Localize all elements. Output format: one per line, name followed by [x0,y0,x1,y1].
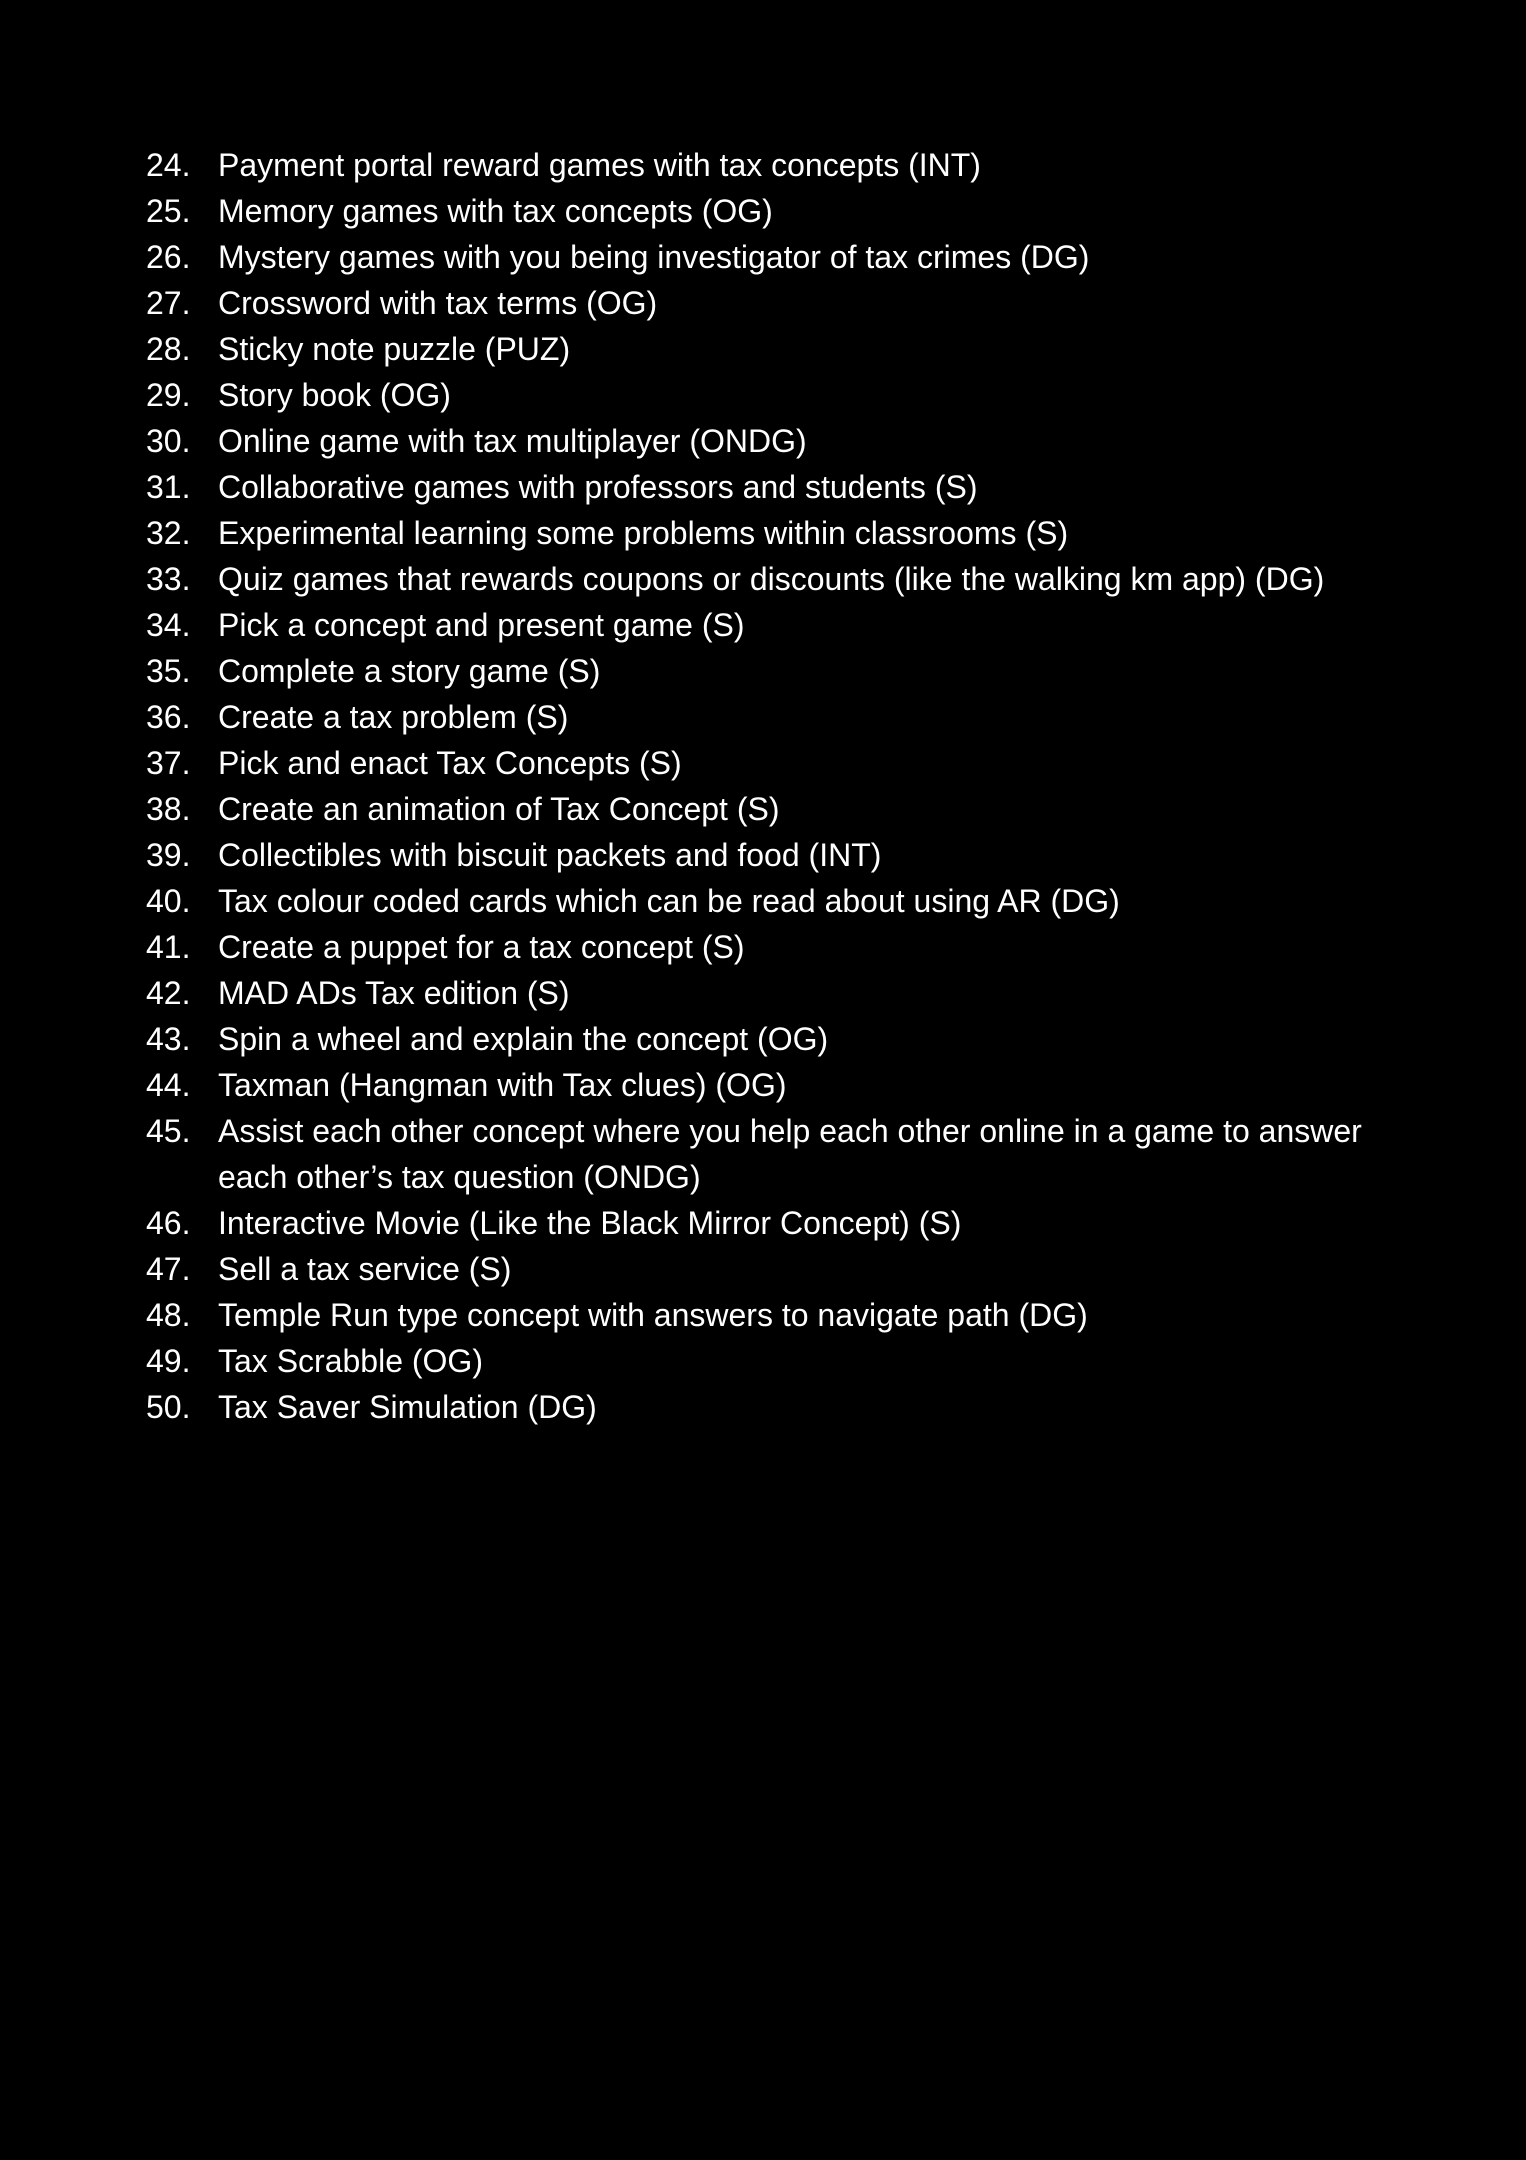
list-item-text: Tax Scrabble (OG) [218,1343,483,1379]
list-item-number: 50. [146,1389,191,1425]
list-item-text: Sell a tax service (S) [218,1251,512,1287]
list-item [146,924,1396,970]
list-item-text: Tax Saver Simulation (DG) [218,1389,597,1425]
list-item-number: 40. [146,883,191,919]
list-item-number: 39. [146,837,191,873]
list-item-number: 27. [146,285,191,321]
list-item-text: Crossword with tax terms (OG) [218,285,658,321]
list-item-text: Taxman (Hangman with Tax clues) (OG) [218,1067,787,1103]
list-item-number: 32. [146,515,191,551]
list-item [146,234,1396,280]
list-item-text: Mystery games with you being investigator of tax crimes (DG) [218,239,1090,275]
list-item [146,648,1396,694]
list-item [146,464,1396,510]
list-item [146,878,1396,924]
list-item-number: 45. [146,1113,191,1149]
list-item-number: 26. [146,239,191,275]
list-item-number: 29. [146,377,191,413]
list-item [146,280,1396,326]
list-item-text: Online game with tax multiplayer (ONDG) [218,423,807,459]
list-item-number: 30. [146,423,191,459]
list-item [146,372,1396,418]
list-item [146,832,1396,878]
list-item-text: Interactive Movie (Like the Black Mirror Concept) (S) [218,1205,962,1241]
list-item [146,1108,1396,1200]
list-item-text: Create a tax problem (S) [218,699,569,735]
list-item-text: Payment portal reward games with tax concepts (INT) [218,147,981,183]
list-item-text: Create an animation of Tax Concept (S) [218,791,780,827]
list-item [146,1292,1396,1338]
list-item [146,510,1396,556]
list-item-text: MAD ADs Tax edition (S) [218,975,570,1011]
list-item-text: Quiz games that rewards coupons or discounts (like the walking km app) (DG) [218,561,1325,597]
list-item [146,1338,1396,1384]
list-item [146,740,1396,786]
list-item [146,694,1396,740]
list-item-text: Collaborative games with professors and students (S) [218,469,978,505]
list-item [146,1384,1396,1430]
list-item-number: 28. [146,331,191,367]
list-item-number: 24. [146,147,191,183]
list-item-number: 35. [146,653,191,689]
list-item-text: Tax colour coded cards which can be read about using AR (DG) [218,883,1120,919]
list-item [146,786,1396,832]
numbered-list [146,142,1396,1430]
list-item [146,188,1396,234]
list-item-text: Create a puppet for a tax concept (S) [218,929,745,965]
list-item-number: 44. [146,1067,191,1103]
list-item-number: 38. [146,791,191,827]
list-item-text: Sticky note puzzle (PUZ) [218,331,571,367]
list-item-number: 42. [146,975,191,1011]
list-item-text: Memory games with tax concepts (OG) [218,193,773,229]
list-item-number: 33. [146,561,191,597]
list-item-number: 37. [146,745,191,781]
list-item [146,1062,1396,1108]
list-item-number: 43. [146,1021,191,1057]
list-item-text: Temple Run type concept with answers to navigate path (DG) [218,1297,1088,1333]
list-item-number: 49. [146,1343,191,1379]
list-item [146,1016,1396,1062]
list-item [146,142,1396,188]
list-item-number: 25. [146,193,191,229]
list-item-text: Collectibles with biscuit packets and food (INT) [218,837,882,873]
list-item-text: Spin a wheel and explain the concept (OG) [218,1021,829,1057]
list-item-text: Complete a story game (S) [218,653,601,689]
list-item [146,602,1396,648]
list-item [146,418,1396,464]
list-item [146,556,1396,602]
list-item [146,326,1396,372]
list-item-number: 41. [146,929,191,965]
list-item [146,1200,1396,1246]
list-item [146,970,1396,1016]
list-item-number: 31. [146,469,191,505]
list-item-number: 36. [146,699,191,735]
list-item-text: Story book (OG) [218,377,451,413]
list-item [146,1246,1396,1292]
list-item-text: Pick a concept and present game (S) [218,607,745,643]
list-item-number: 48. [146,1297,191,1333]
list-item-text: Experimental learning some problems within classrooms (S) [218,515,1069,551]
list-item-text: Assist each other concept where you help each other online in a game to answer each other’s tax question (ONDG) [218,1113,1362,1195]
list-item-number: 47. [146,1251,191,1287]
list-item-number: 46. [146,1205,191,1241]
list-item-text: Pick and enact Tax Concepts (S) [218,745,682,781]
list-item-number: 34. [146,607,191,643]
